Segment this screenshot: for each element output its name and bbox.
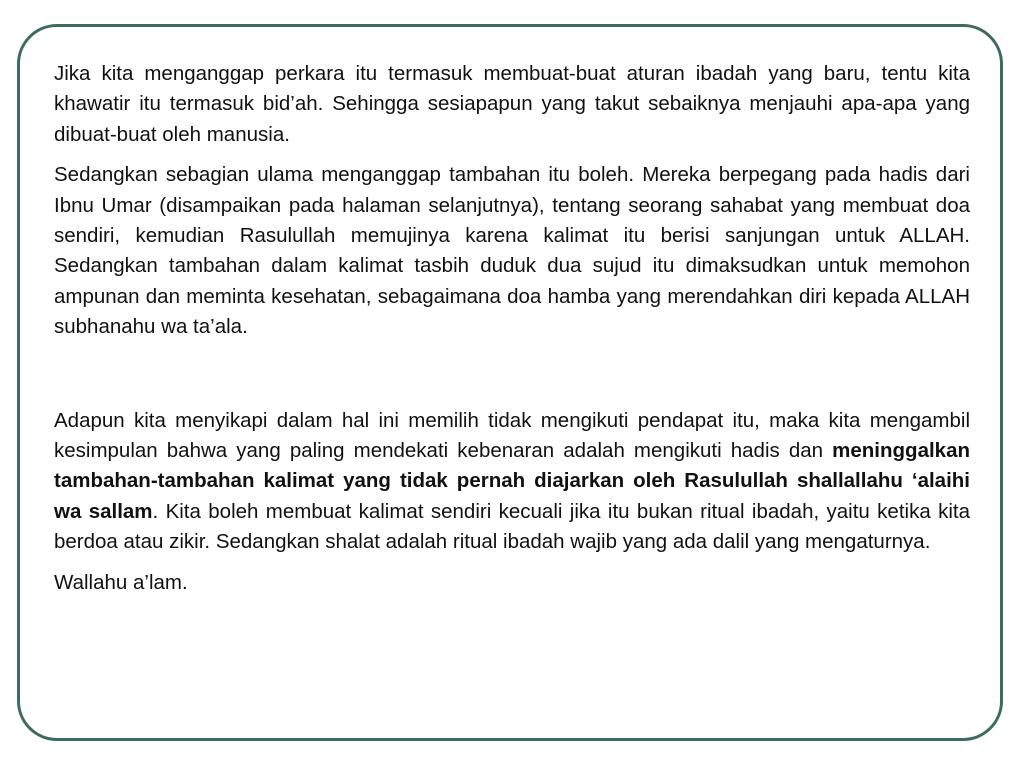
paragraph-3-intro: Adapun kita menyikapi dalam hal ini memilih tidak mengikuti pendapat itu, maka kita mengambil kesimpulan bahwa yang paling mendekati kebenaran adalah mengikuti hadis dan (54, 408, 970, 463)
paragraph-2: Sedangkan sebagian ulama menganggap tambahan itu boleh. Mereka berpegang pada hadis dari Ibnu Umar (disampaikan pada halaman selanjutnya), tentang seorang sahabat yang membuat doa sendiri, kemudian Rasulullah memujinya karena kalimat itu berisi sanjungan untuk ALLAH. Sedangkan tambahan dalam kalimat tasbih duduk dua sujud itu dimaksudkan untuk memohon ampunan dan meminta kesehatan, sebagaimana doa hamba yang merendahkan diri kepada ALLAH subhanahu wa ta’ala. (54, 163, 970, 339)
paragraph-3-rest: . Kita boleh membuat kalimat sendiri kecuali jika itu bukan ritual ibadah, yaitu ketika kita berdoa atau zikir. Sedangkan shalat adalah ritual ibadah wajib yang ada dalil yang mengaturnya. (54, 499, 970, 554)
paragraph-1: Jika kita menganggap perkara itu termasuk membuat-buat aturan ibadah yang baru, tentu kita khawatir itu termasuk bid’ah. Sehingga sesiapapun yang takut sebaiknya menjauhi apa-apa yang dibuat-buat oleh manusia. (54, 62, 970, 146)
closing-line: Wallahu a’lam. (54, 570, 188, 594)
text-body (54, 59, 970, 598)
paragraph-3 (54, 406, 970, 558)
paragraph-3-emphasis: meninggalkan tambahan-tambahan kalimat yang tidak pernah diajarkan oleh Rasulullah shallallahu ‘alaihi wa sallam (54, 439, 970, 523)
